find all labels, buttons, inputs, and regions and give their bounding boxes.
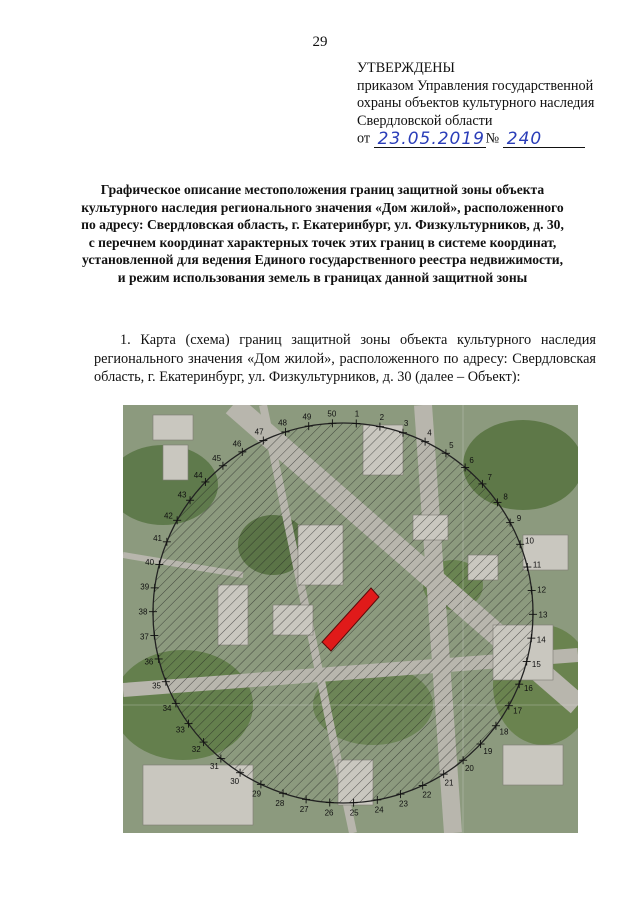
date-field (374, 130, 486, 148)
boundary-point-label: 4 (427, 428, 432, 438)
boundary-point-label: 21 (444, 778, 454, 788)
boundary-point-label: 26 (324, 808, 334, 818)
boundary-point-label: 10 (525, 536, 534, 546)
boundary-point-label: 32 (191, 744, 201, 754)
boundary-point-label: 16 (523, 683, 533, 693)
boundary-point-label: 35 (152, 681, 161, 691)
document-title: Графическое описание местоположения границ защитной зоны объекта культурного наследия регионального значения «Дом жилой», расположенного по адресу: Свердловская область, г. Екатеринбург, ул. Физкультурников, д. 30, с перечнем координат характерных точек этих границ в системе координат, установленной для ведения Единого государственного реестра недвижимости, и режим использования земель в границах данной защитной зоны (81, 182, 564, 285)
body-paragraph: 1. Карта (схема) границ защитной зоны объекта культурного наследия регионального значения «Дом жилой», расположенного по адресу: Свердловская область, г. Екатеринбург, ул. Физкультурников, д. 30 (далее – Объект): (94, 332, 596, 385)
map-svg (123, 405, 578, 833)
approval-line: охраны объектов культурного наследия (357, 95, 595, 111)
protection-zone-map (123, 405, 578, 833)
page-number: 29 (312, 34, 328, 50)
boundary-point-label: 41 (153, 534, 163, 544)
boundary-point-label: 38 (138, 607, 148, 617)
boundary-point-label: 13 (538, 610, 548, 620)
handwritten-number: 240 (506, 128, 543, 149)
number-field (503, 130, 585, 148)
approval-block (357, 60, 627, 148)
boundary-point-label: 48 (278, 418, 287, 428)
handwritten-date: 23.05.2019 (377, 128, 485, 149)
boundary-point-label: 42 (163, 511, 173, 521)
boundary-point-label: 27 (299, 805, 309, 815)
boundary-point-label: 25 (349, 808, 359, 818)
boundary-point-label: 15 (531, 660, 541, 670)
boundary-point-label: 34 (162, 704, 172, 714)
boundary-point-label: 45 (212, 454, 222, 464)
boundary-point-label: 24 (374, 805, 384, 815)
boundary-point-label: 50 (327, 409, 337, 419)
approval-date-line (357, 130, 627, 148)
boundary-point-label: 46 (232, 439, 242, 449)
boundary-point-label: 18 (499, 727, 509, 737)
boundary-point-label: 11 (532, 560, 542, 570)
boundary-point-label: 2 (379, 412, 385, 422)
boundary-point-label: 43 (177, 490, 187, 500)
boundary-point-label: 7 (487, 473, 492, 483)
approval-line: приказом Управления государственной (357, 77, 594, 94)
boundary-point-label: 22 (422, 790, 432, 800)
date-prefix: от (357, 130, 371, 147)
boundary-point-label: 6 (469, 455, 474, 465)
boundary-point-label: 19 (483, 746, 493, 756)
boundary-point-label: 29 (252, 789, 262, 799)
boundary-point-label: 3 (403, 419, 409, 429)
boundary-point-label: 20 (464, 763, 474, 773)
boundary-point-label: 37 (139, 632, 149, 642)
approval-title: УТВЕРЖДЕНЫ (357, 60, 455, 76)
boundary-point-label: 47 (254, 427, 264, 437)
number-prefix: № (485, 130, 500, 147)
boundary-point-label: 17 (513, 706, 523, 716)
boundary-point-label: 44 (193, 471, 203, 481)
boundary-point-label: 31 (209, 762, 219, 772)
boundary-point-label: 36 (144, 657, 154, 667)
boundary-point-label: 40 (145, 557, 155, 567)
boundary-point-label: 39 (140, 582, 150, 592)
boundary-point-label: 28 (275, 798, 285, 808)
boundary-point-label: 33 (175, 725, 185, 735)
approval-line: Свердловской области (357, 112, 493, 129)
boundary-point-label: 1 (354, 409, 360, 419)
boundary-point-label: 12 (537, 585, 547, 595)
boundary-point-label: 9 (516, 513, 522, 523)
boundary-point-label: 23 (399, 799, 408, 809)
boundary-point-label: 14 (536, 635, 546, 645)
boundary-point-label: 30 (230, 777, 240, 787)
boundary-point-label: 5 (449, 440, 454, 450)
boundary-point-label: 8 (503, 492, 508, 502)
boundary-point-label: 49 (302, 412, 312, 422)
